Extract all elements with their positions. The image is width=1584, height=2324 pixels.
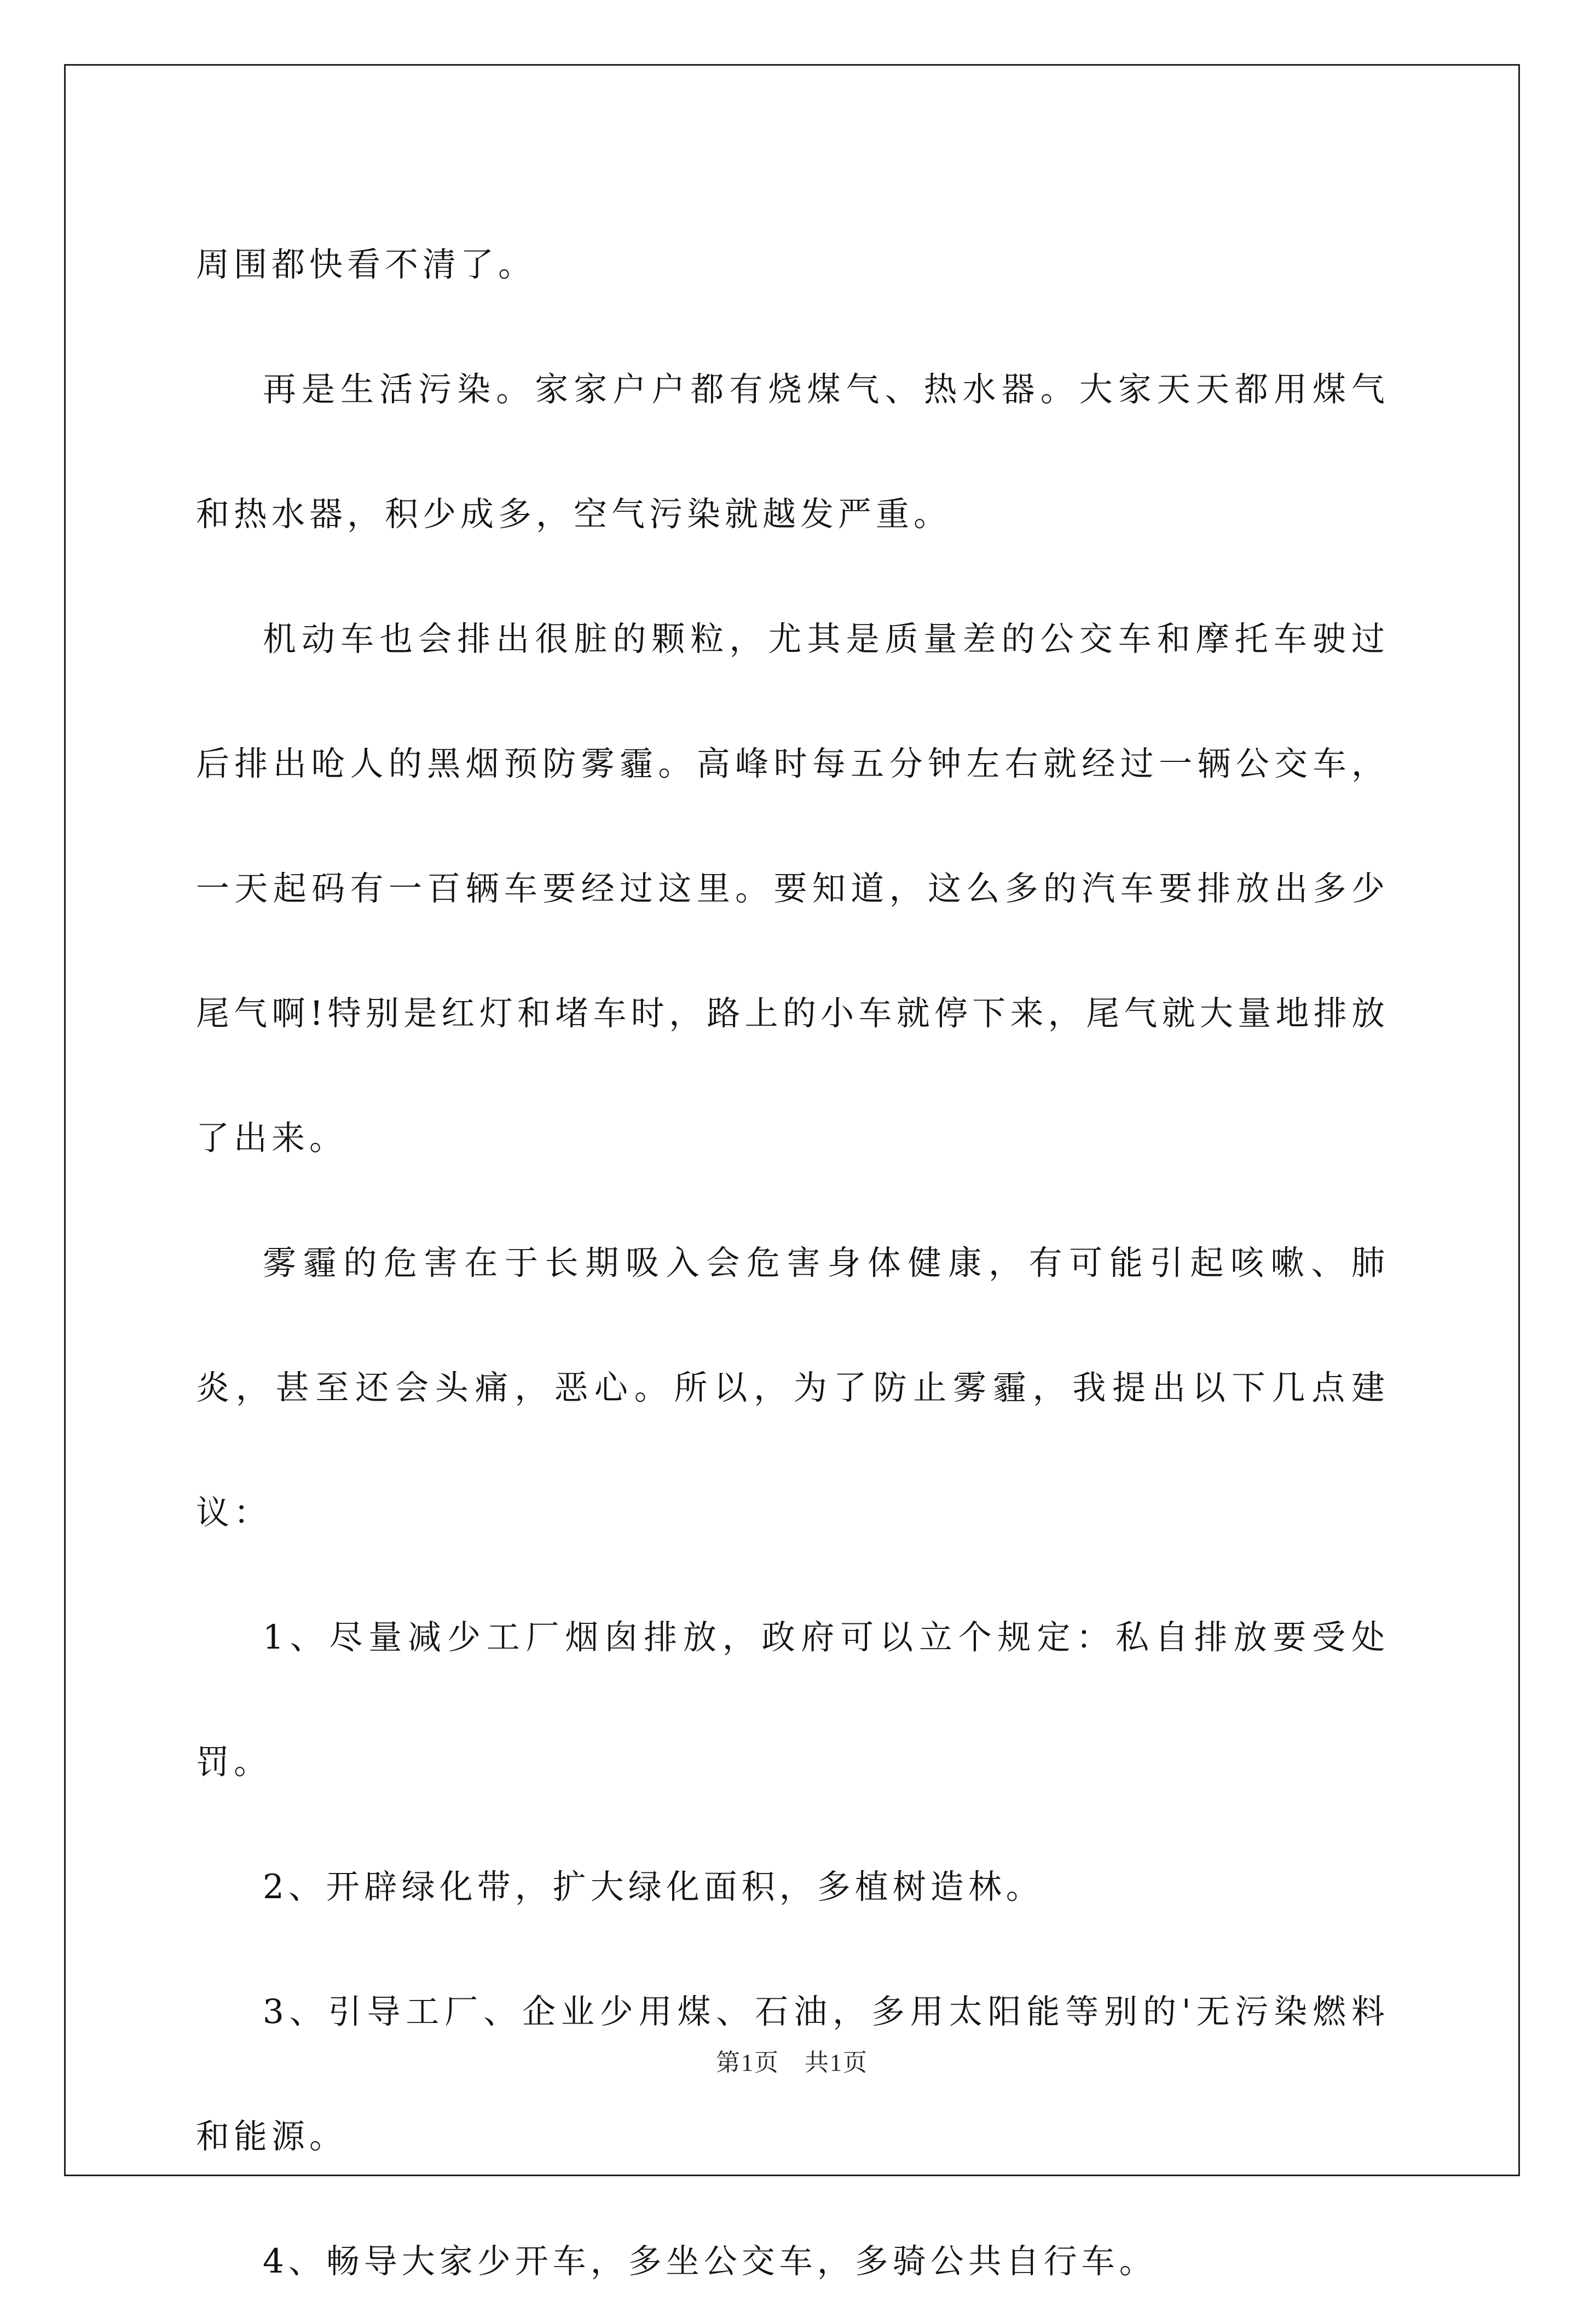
paragraph: 再是生活污染。家家户户都有烧煤气、热水器。大家天天都用煤气和热水器，积少成多，空气污染就越发严重。 (196, 370, 1389, 534)
paragraph: 2、开辟绿化带，扩大绿化面积，多植树造林。 (263, 1868, 1044, 1906)
page-number-footer: 第1页 共1页 (716, 2049, 868, 2076)
paragraph: 1、尽量减少工厂烟囱排放，政府可以立个规定：私自排放要受处罚。 (196, 1618, 1389, 1782)
paragraph: 周围都快看不清了。 (196, 245, 536, 284)
document-body (196, 203, 1389, 2324)
paragraph: 机动车也会排出很脏的颗粒，尤其是质量差的公交车和摩托车驶过后排出呛人的黑烟预防雾霾。高峰时每五分钟左右就经过一辆公交车，一天起码有一百辆车要经过这里。要知道，这么多的汽车要排放出多少尾气啊!特别是红灯和堵车时，路上的小车就停下来，尾气就大量地排放了出来。 (196, 620, 1389, 1158)
paragraph: 4、畅导大家少开车，多坐公交车，多骑公共自行车。 (263, 2242, 1157, 2281)
paragraph: 3、引导工厂、企业少用煤、石油，多用太阳能等别的'无污染燃料和能源。 (196, 1992, 1389, 2156)
paragraph: 雾霾的危害在于长期吸入会危害身体健康，有可能引起咳嗽、肺炎，甚至还会头痛，恶心。所以，为了防止雾霾，我提出以下几点建议： (196, 1244, 1389, 1532)
